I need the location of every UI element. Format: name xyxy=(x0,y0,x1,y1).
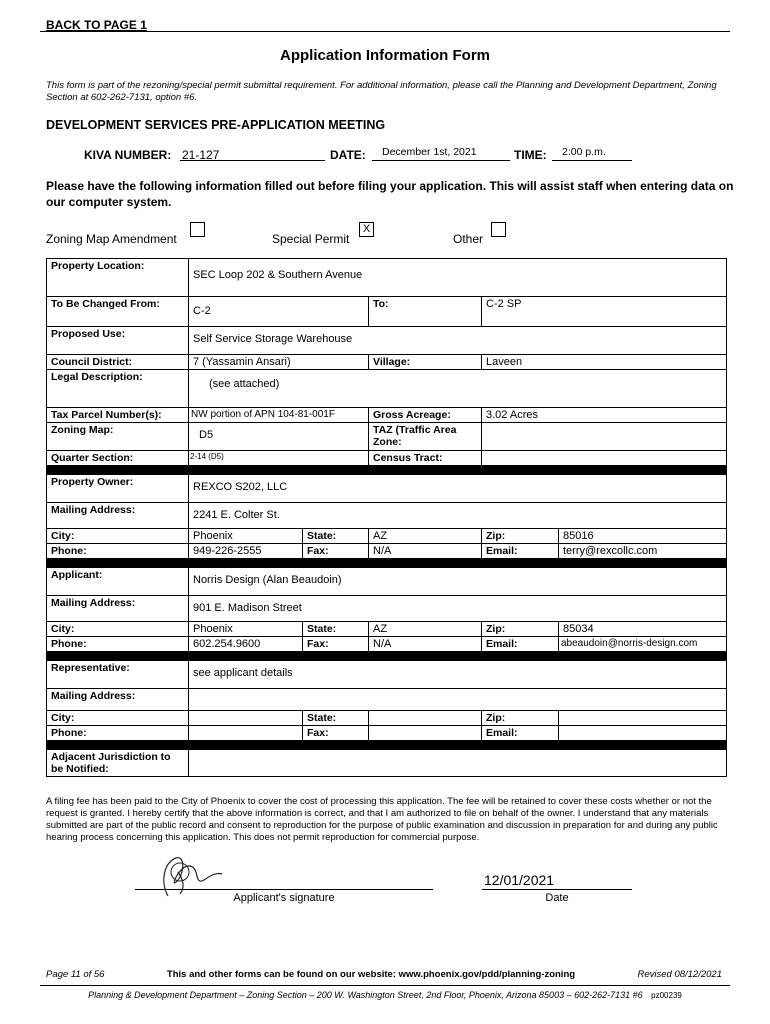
changed-from-label: To Be Changed From: xyxy=(47,297,189,327)
representative-city-label: City: xyxy=(47,711,189,726)
signature-line[interactable] xyxy=(135,889,433,890)
instructions-text: Please have the following information filled out before filing your application. This will assist staff when entering data on our computer system. xyxy=(46,179,734,209)
application-table xyxy=(46,258,727,777)
applicant-zip-label: Zip: xyxy=(482,622,559,637)
applicant-field[interactable]: Norris Design (Alan Beaudoin) xyxy=(189,568,727,596)
representative-phone-label: Phone: xyxy=(47,726,189,741)
section-separator xyxy=(47,652,727,661)
owner-state-label: State: xyxy=(303,529,369,544)
form-title: Application Information Form xyxy=(280,47,490,64)
proposed-use-field[interactable]: Self Service Storage Warehouse xyxy=(189,327,727,355)
date-caption: Date xyxy=(545,892,569,904)
time-field[interactable] xyxy=(552,146,632,161)
footer-address-row xyxy=(0,990,770,1000)
applicant-state-field[interactable]: AZ xyxy=(369,622,482,637)
council-district-label: Council District: xyxy=(47,355,189,370)
special-permit-checkbox[interactable]: X xyxy=(359,222,374,237)
adjacent-jurisdiction-label: Adjacent Jurisdiction to be Notified: xyxy=(47,750,189,777)
special-permit-label: Special Permit xyxy=(272,232,350,246)
date-value: December 1st, 2021 xyxy=(382,146,477,158)
owner-zip-field[interactable]: 85016 xyxy=(559,529,727,544)
council-district-field[interactable]: 7 (Yassamin Ansari) xyxy=(189,355,369,370)
signature-caption: Applicant's signature xyxy=(233,892,335,904)
kiva-field[interactable] xyxy=(180,146,325,161)
top-divider xyxy=(40,31,730,32)
applicant-zip-field[interactable]: 85034 xyxy=(559,622,727,637)
representative-fax-label: Fax: xyxy=(303,726,369,741)
date-line xyxy=(482,889,632,890)
owner-phone-label: Phone: xyxy=(47,544,189,559)
owner-email-label: Email: xyxy=(482,544,559,559)
owner-city-label: City: xyxy=(47,529,189,544)
representative-label: Representative: xyxy=(47,661,189,689)
applicant-email-field[interactable]: abeaudoin@norris-design.com xyxy=(559,637,727,652)
owner-state-field[interactable]: AZ xyxy=(369,529,482,544)
applicant-phone-label: Phone: xyxy=(47,637,189,652)
census-tract-field[interactable] xyxy=(482,451,727,466)
zoning-map-label: Zoning Map: xyxy=(47,423,189,451)
representative-mailing-field[interactable] xyxy=(189,689,727,711)
zoning-map-field[interactable]: D5 xyxy=(189,423,369,451)
owner-phone-field[interactable]: 949-226-2555 xyxy=(189,544,303,559)
website-text[interactable]: This and other forms can be found on our website: www.phoenix.gov/pdd/planning-zoning xyxy=(166,969,576,980)
applicant-email-label: Email: xyxy=(482,637,559,652)
owner-fax-label: Fax: xyxy=(303,544,369,559)
applicant-state-label: State: xyxy=(303,622,369,637)
back-to-page-1-link[interactable]: BACK TO PAGE 1 xyxy=(46,18,147,32)
adjacent-jurisdiction-field[interactable] xyxy=(189,750,727,777)
owner-mailing-field[interactable]: 2241 E. Colter St. xyxy=(189,503,727,529)
owner-mailing-label: Mailing Address: xyxy=(47,503,189,529)
quarter-section-label: Quarter Section: xyxy=(47,451,189,466)
signature-date-value[interactable]: 12/01/2021 xyxy=(484,872,555,888)
representative-mailing-label: Mailing Address: xyxy=(47,689,189,711)
footer-row xyxy=(46,969,722,980)
applicant-city-field[interactable]: Phoenix xyxy=(189,622,303,637)
other-label: Other xyxy=(453,232,484,246)
representative-zip-field[interactable] xyxy=(559,711,727,726)
revised-date: Revised 08/12/2021 xyxy=(637,969,722,980)
representative-state-field[interactable] xyxy=(369,711,482,726)
village-label: Village: xyxy=(369,355,482,370)
owner-city-field[interactable]: Phoenix xyxy=(189,529,303,544)
to-field[interactable]: C-2 SP xyxy=(482,297,727,327)
applicant-mailing-field[interactable]: 901 E. Madison Street xyxy=(189,596,727,622)
zoning-map-amendment-checkbox[interactable] xyxy=(190,222,205,237)
representative-fax-field[interactable] xyxy=(369,726,482,741)
legal-description-field[interactable]: (see attached) xyxy=(189,370,727,408)
kiva-value: 21-127 xyxy=(182,148,220,162)
gross-acreage-field[interactable]: 3.02 Acres xyxy=(482,408,727,423)
footer-address: Planning & Development Department – Zoning Section – 200 W. Washington Street, 2nd Floor, Phoenix, Arizona 85003 – 602-262-7131 #6 xyxy=(88,990,643,1000)
section-separator xyxy=(47,741,727,750)
property-owner-field[interactable]: REXCO S202, LLC xyxy=(189,475,727,503)
quarter-section-field[interactable]: 2-14 (D5) xyxy=(189,451,369,466)
section-heading: DEVELOPMENT SERVICES PRE-APPLICATION MEETING xyxy=(46,118,386,132)
section-separator xyxy=(47,466,727,475)
proposed-use-label: Proposed Use: xyxy=(47,327,189,355)
tax-parcel-label: Tax Parcel Number(s): xyxy=(47,408,189,423)
page-number: Page 11 of 56 xyxy=(46,969,105,980)
representative-city-field[interactable] xyxy=(189,711,303,726)
applicant-label: Applicant: xyxy=(47,568,189,596)
applicant-city-label: City: xyxy=(47,622,189,637)
owner-fax-field[interactable]: N/A xyxy=(369,544,482,559)
legal-description-label: Legal Description: xyxy=(47,370,189,408)
section-separator xyxy=(47,559,727,568)
changed-from-field[interactable]: C-2 xyxy=(189,297,369,327)
time-value: 2:00 p.m. xyxy=(562,146,606,158)
representative-email-field[interactable] xyxy=(559,726,727,741)
applicant-fax-field[interactable]: N/A xyxy=(369,637,482,652)
date-field[interactable] xyxy=(372,146,510,161)
census-tract-label: Census Tract: xyxy=(369,451,482,466)
representative-email-label: Email: xyxy=(482,726,559,741)
village-field[interactable]: Laveen xyxy=(482,355,727,370)
time-label: TIME: xyxy=(514,148,547,162)
owner-zip-label: Zip: xyxy=(482,529,559,544)
representative-phone-field[interactable] xyxy=(189,726,303,741)
date-label: DATE: xyxy=(330,148,366,162)
property-owner-label: Property Owner: xyxy=(47,475,189,503)
representative-field[interactable]: see applicant details xyxy=(189,661,727,689)
other-checkbox[interactable] xyxy=(491,222,506,237)
kiva-label: KIVA NUMBER: xyxy=(84,148,172,162)
applicant-fax-label: Fax: xyxy=(303,637,369,652)
applicant-mailing-label: Mailing Address: xyxy=(47,596,189,622)
taz-label: TAZ (Traffic Area Zone: xyxy=(369,423,482,451)
tax-parcel-field[interactable]: NW portion of APN 104-81-001F xyxy=(189,408,369,423)
representative-state-label: State: xyxy=(303,711,369,726)
property-location-field[interactable]: SEC Loop 202 & Southern Avenue xyxy=(189,259,727,297)
taz-field[interactable] xyxy=(482,423,727,451)
property-location-label: Property Location: xyxy=(47,259,189,297)
to-label: To: xyxy=(369,297,482,327)
zoning-map-amendment-label: Zoning Map Amendment xyxy=(46,232,177,246)
fee-disclaimer: A filing fee has been paid to the City of Phoenix to cover the cost of processing this application. The fee will be retained to cover these costs whether or not the request is granted. I hereby certify that the above information is correct, and that I am authorized to file on behalf of the owner. I understand that any materials submitted are part of the public record and consent to reproduction for the purpose of public examination and discussion in preparation for and during any public hearing process concerning this application. This does not permit reproduction for commercial purpose. xyxy=(46,796,718,843)
applicant-phone-field[interactable]: 602.254.9600 xyxy=(189,637,303,652)
footer-divider xyxy=(40,985,730,986)
form-code: pz00239 xyxy=(651,991,682,1000)
gross-acreage-label: Gross Acreage: xyxy=(369,408,482,423)
representative-zip-label: Zip: xyxy=(482,711,559,726)
owner-email-field[interactable]: terry@rexcollc.com xyxy=(559,544,727,559)
intro-text: This form is part of the rezoning/special permit submittal requirement. For additional information, please call the Planning and Development Department, Zoning Section at 602-262-7131, option #6. xyxy=(46,80,717,103)
